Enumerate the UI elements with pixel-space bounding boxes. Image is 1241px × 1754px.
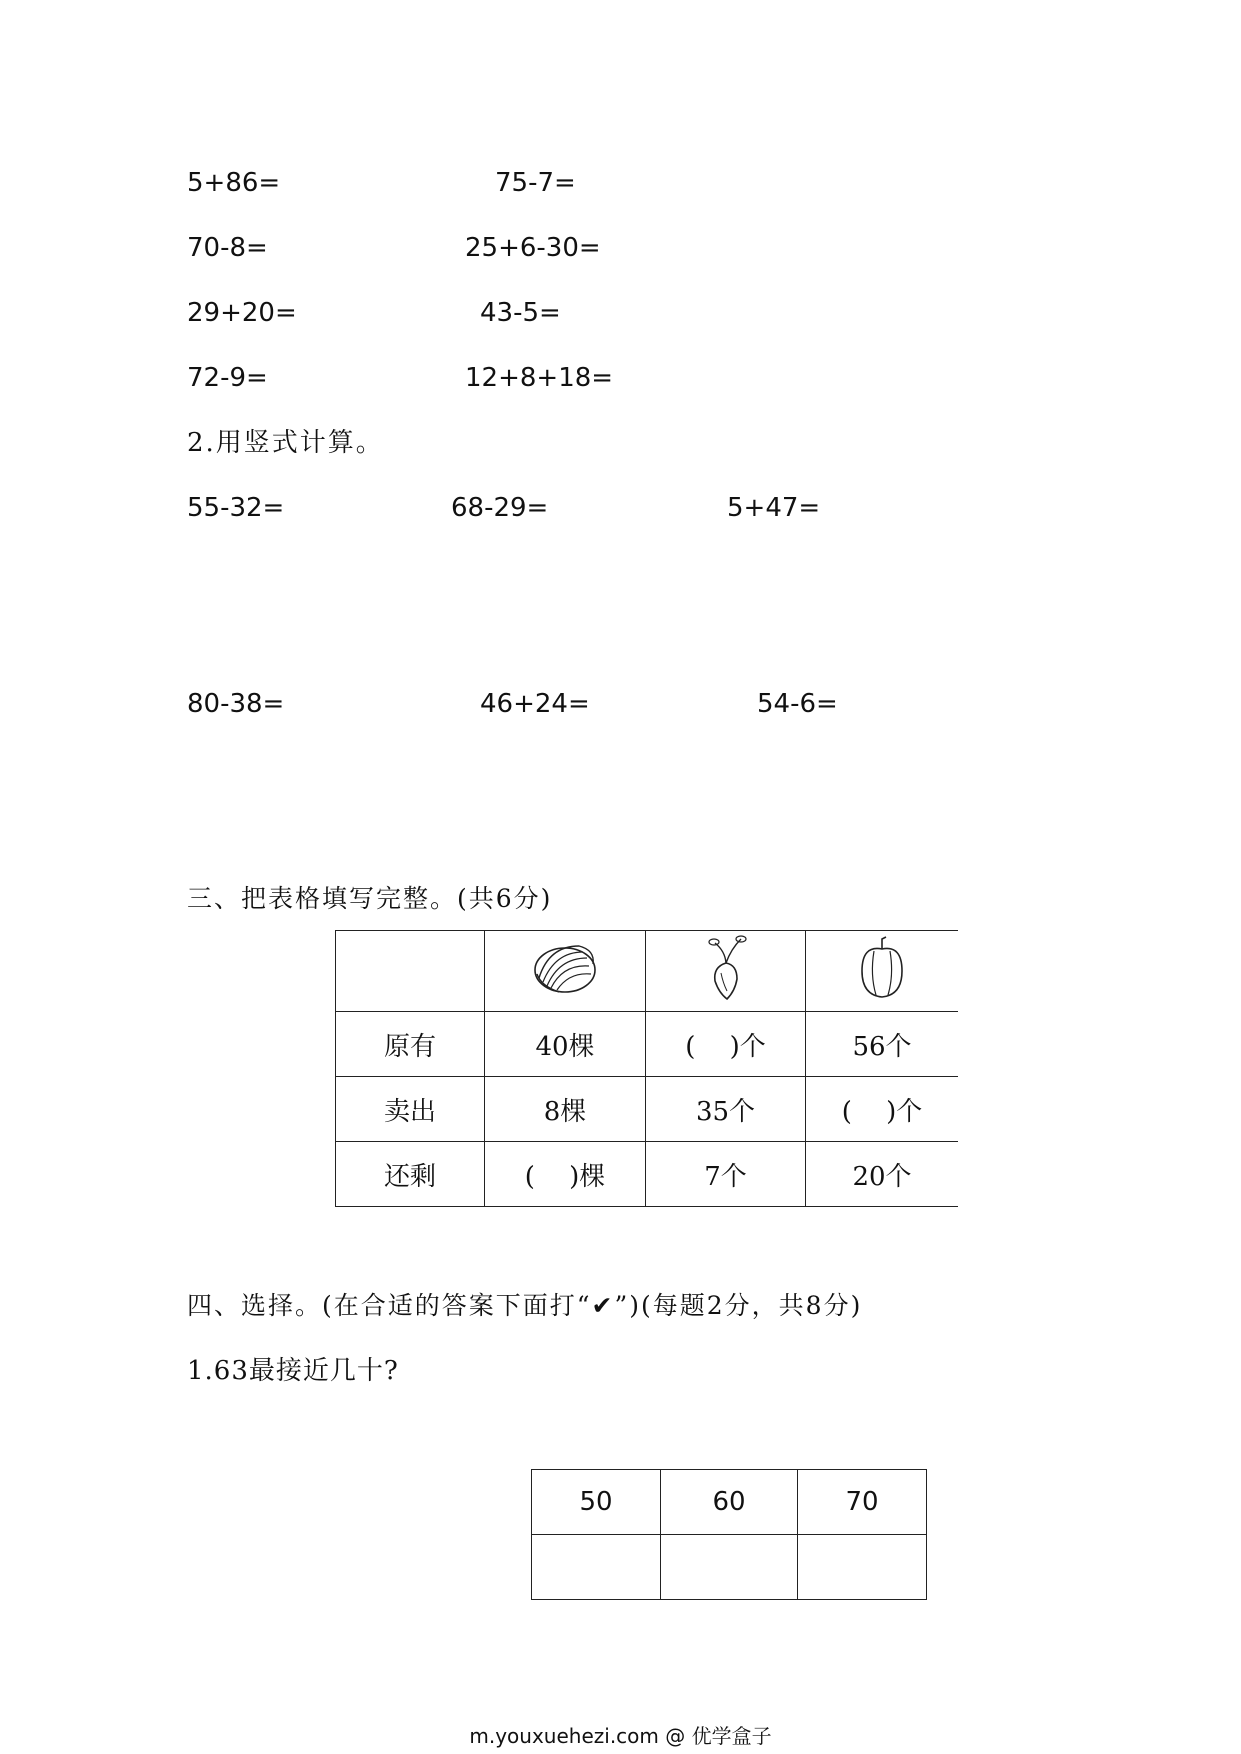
choice-table — [531, 1469, 927, 1600]
option-50: 50 — [532, 1470, 661, 1535]
footer-watermark: m.youxuehezi.com @ 优学盒子 — [469, 1724, 772, 1748]
table-row — [336, 1012, 959, 1077]
row-label-remaining: 还剩 — [336, 1142, 485, 1207]
vertical-calc-3: 5+47= — [727, 493, 821, 523]
answer-cell-60[interactable] — [661, 1535, 798, 1600]
cell-remaining-radish: 7个 — [646, 1142, 806, 1207]
mental-math-2a: 70-8= — [187, 233, 268, 263]
cell-remaining-cabbage[interactable]: ( )棵 — [485, 1142, 646, 1207]
table-row — [336, 1142, 959, 1207]
mental-math-2b: 25+6-30= — [465, 233, 601, 263]
vegetable-table — [335, 930, 958, 1207]
cell-original-pepper: 56个 — [806, 1012, 959, 1077]
row-label-sold: 卖出 — [336, 1077, 485, 1142]
cell-original-radish[interactable]: ( )个 — [646, 1012, 806, 1077]
mental-math-1a: 5+86= — [187, 168, 281, 198]
cell-sold-pepper[interactable]: ( )个 — [806, 1077, 959, 1142]
vertical-calc-5: 46+24= — [480, 689, 590, 719]
cell-sold-radish: 35个 — [646, 1077, 806, 1142]
row-label-original: 原有 — [336, 1012, 485, 1077]
cabbage-cell — [485, 931, 646, 1012]
cell-remaining-pepper: 20个 — [806, 1142, 959, 1207]
pepper-icon — [854, 935, 910, 1001]
vertical-calc-6: 54-6= — [757, 689, 838, 719]
mental-math-1b: 75-7= — [495, 168, 576, 198]
pepper-cell — [806, 931, 959, 1012]
mental-math-4b: 12+8+18= — [465, 363, 614, 393]
section4-heading: 四、选择。(在合适的答案下面打“✔”)(每题2分，共8分) — [187, 1291, 863, 1320]
vertical-calc-2: 68-29= — [451, 493, 549, 523]
table-header-row — [336, 931, 959, 1012]
option-70: 70 — [798, 1470, 927, 1535]
cell-sold-cabbage: 8棵 — [485, 1077, 646, 1142]
answer-cell-70[interactable] — [798, 1535, 927, 1600]
cabbage-icon — [529, 938, 601, 998]
table-row — [336, 1077, 959, 1142]
mental-math-4a: 72-9= — [187, 363, 268, 393]
vertical-calc-4: 80-38= — [187, 689, 285, 719]
option-60: 60 — [661, 1470, 798, 1535]
choice-answer-row — [532, 1535, 927, 1600]
mental-math-3b: 43-5= — [480, 298, 561, 328]
cell-original-cabbage: 40棵 — [485, 1012, 646, 1077]
choice-options-row — [532, 1470, 927, 1535]
radish-icon — [701, 933, 751, 1003]
table-corner-cell — [336, 931, 485, 1012]
vertical-calc-title: 2.用竖式计算。 — [187, 428, 384, 458]
section3-heading: 三、把表格填写完整。(共6分) — [187, 884, 553, 913]
radish-cell — [646, 931, 806, 1012]
answer-cell-50[interactable] — [532, 1535, 661, 1600]
question-1: 1.63最接近几十? — [187, 1356, 399, 1386]
vertical-calc-1: 55-32= — [187, 493, 285, 523]
mental-math-3a: 29+20= — [187, 298, 297, 328]
